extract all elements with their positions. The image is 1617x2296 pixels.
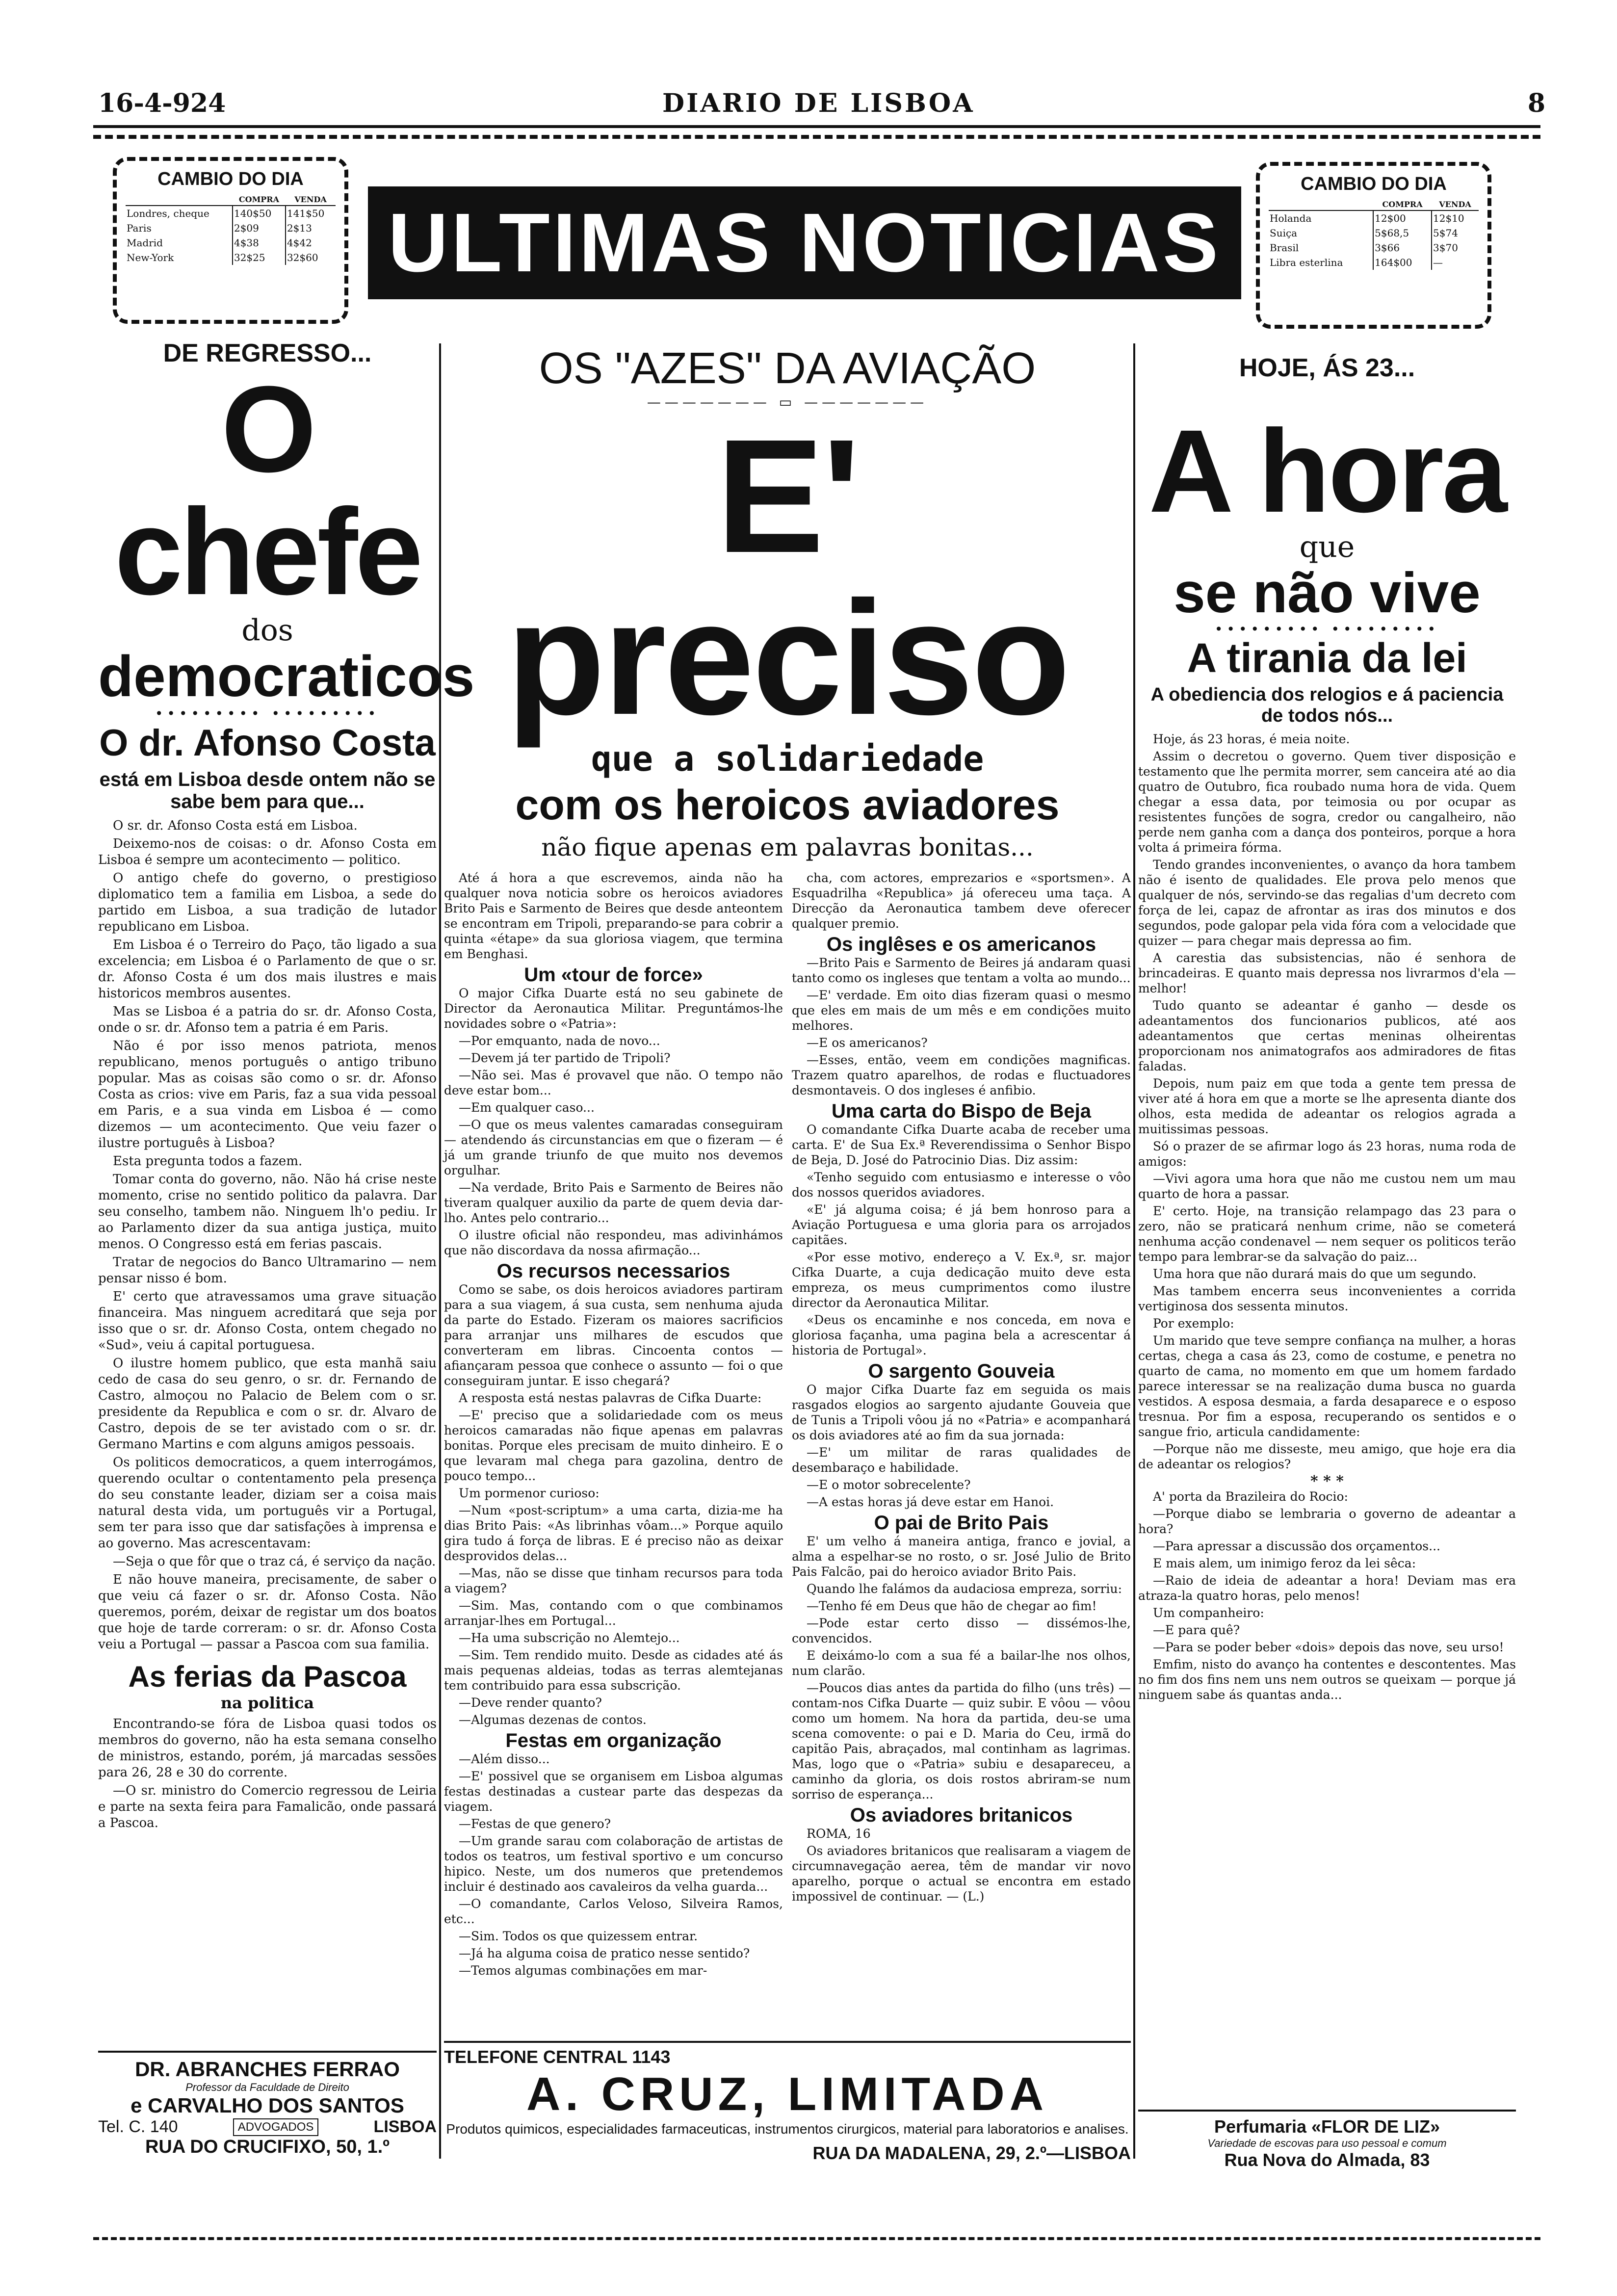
paragraph: Só o prazer de se afirmar logo ás 23 horas, numa roda de amigos: <box>1138 1139 1516 1169</box>
paragraph: —Sim. Tem rendido muito. Desde as cidades até ás mais pequenas aldeias, todas as terras alemtejanas tem contribuido para essa subscrição. <box>444 1648 783 1693</box>
col-header: COMPRA <box>1373 199 1432 210</box>
paragraph: Os aviadores britanicos que realisaram a viagem de circumnavegação aerea, têm de mandar vir novo aparelho, porque o actual se encontra em estado impossivel de continuar. — (L.) <box>792 1844 1131 1904</box>
right-headline: A hora <box>1148 405 1506 537</box>
paragraph: Em Lisboa é o Terreiro do Paço, tão ligado a sua excelencia; em Lisboa é o Parlamento de que o sr. dr. Afonso Costa é um dos mais ilustres e mais historicos membros ausentes. <box>98 938 437 1001</box>
right-deck: A obediencia dos relogios e á paciencia de todos nós... <box>1150 684 1504 726</box>
paragraph: «Tenho seguido com entusiasmo e interesse o vôo dos nossos queridos aviadores. <box>792 1170 1131 1200</box>
paragraph: —Esses, então, veem em condições magnificas. Trazem quatro aparelhos, de rodas e fluctuadores desmontaveis. O dos ingleses é anfibio. <box>792 1053 1131 1097</box>
paragraph: —O sr. ministro do Comercio regressou de Leiria e parte na sexta feira para Famalicão, onde passará a Pascoa. <box>98 1783 437 1830</box>
ad-description: Produtos quimicos, especialidades farmaceuticas, instrumentos cirurgicos, material para laboratorios e analises. <box>446 2121 1129 2137</box>
table-row: Libra esterlina 164$00 — <box>1269 255 1479 270</box>
paragraph: Esta pregunta todos a fazem. <box>113 1154 303 1169</box>
middle-subhead: que a solidariedade <box>591 739 984 779</box>
left-article <box>98 339 475 1833</box>
right-subheadline: A tirania da lei <box>1187 635 1467 681</box>
paragraph: «Por esse motivo, endereço a V. Ex.ª, sr. major Cifka Duarte, a cuja dedicação muito deve esta empreza, os meus cumprimentos como ilustre director da Aeronautica Militar. <box>792 1250 1131 1310</box>
paragraph: Mas tambem encerra seus inconvenientes a corrida vertiginosa dos sessenta minutos. <box>1138 1284 1516 1313</box>
paragraph: —Devem já ter partido de Tripoli? <box>459 1051 671 1065</box>
exchange-box-right <box>1256 162 1491 329</box>
paragraph: cha, com actores, emprezarios e «sportsmen». A Esquadrilha «Republica» já ofereceu uma taça. A Direcção da Aeronautica tambem deve oferecer qualquer premio. <box>792 871 1131 931</box>
section-heading: Os aviadores britanicos <box>850 1804 1073 1826</box>
separator: ••••••••• ••••••••• <box>155 705 380 722</box>
separator: ••••••••• ••••••••• <box>1214 621 1440 637</box>
paragraph: —E' um militar de raras qualidades de desembaraço e habilidade. <box>792 1445 1131 1475</box>
right-kicker: HOJE, ÁS 23... <box>1239 354 1415 382</box>
right-body <box>1138 731 1516 1702</box>
paragraph: Mas se Lisboa é a patria do sr. dr. Afonso Costa, onde o sr. dr. Afonso tem a patria é em Paris. <box>98 1004 437 1035</box>
ad-city: LISBOA <box>373 2117 437 2136</box>
paragraph: Quando lhe falámos da audaciosa empreza, sorriu: <box>807 1582 1122 1596</box>
left-subheadline: O dr. Afonso Costa <box>99 722 436 764</box>
paragraph: Um pormenor curioso: <box>459 1486 600 1500</box>
ad-description: Variedade de escovas para uso pessoal e comum <box>1207 2137 1447 2149</box>
paragraph: —Para se poder beber «dois» depois das nove, seu urso! <box>1153 1640 1504 1654</box>
section-heading: Os inglêses e os americanos <box>826 934 1096 955</box>
table-row: Holanda 12$00 12$10 <box>1269 210 1479 226</box>
col-header: COMPRA <box>233 194 286 206</box>
paragraph: —Pode estar certo disso — dissémos-lhe, convencidos. <box>792 1616 1131 1645</box>
paragraph: Tudo quanto se adeantar é ganho — desde os adeantamentos dos funcionarios publicos, até aos adeantamentos que certas meninas olheirentas proporcionam nos animatografos aos admiradores de fitas faladas. <box>1138 998 1516 1073</box>
advert-perfumaria <box>1138 2110 1516 2170</box>
paragraph: Um companheiro: <box>1153 1606 1264 1620</box>
section-heading: Um «tour de force» <box>524 964 703 986</box>
paragraph: —Deve render quanto? <box>459 1696 602 1710</box>
footer-rule <box>93 2237 1540 2240</box>
right-headline-mid: que <box>1299 530 1355 564</box>
section-heading: Os recursos necessarios <box>496 1260 730 1282</box>
paragraph: —Festas de que genero? <box>459 1817 611 1831</box>
issue-date: 16-4-924 <box>98 88 226 118</box>
left-headline-bottom: democraticos <box>98 644 475 709</box>
paragraph: —Não sei. Mas é provavel que não. O tempo não deve estar bom... <box>444 1068 783 1097</box>
section-heading: O sargento Gouveia <box>868 1360 1055 1382</box>
paragraph: Os politicos democraticos, a quem interrogámos, querendo ocultar o contentamento pela presença do seu constante leader, diziam ser a coisa mais natural desta vida, um português vir a Portugal, sem ter para isso que dar satisfações à imprensa e ao governo. Mas acrescentavam: <box>98 1455 437 1551</box>
paragraph: —E' possivel que se organisem em Lisboa algumas festas destinadas a custear parte das despezas da viagem. <box>444 1769 783 1814</box>
exchange-title: CAMBIO DO DIA <box>157 169 304 189</box>
ad-name: Perfumaria «FLOR DE LIZ» <box>1214 2116 1440 2137</box>
ad-line <box>98 2117 437 2137</box>
paragraph: —Sim. Todos os que quizessem entrar. <box>459 1929 698 1943</box>
paragraph: Uma hora que não durará mais do que um segundo. <box>1153 1267 1477 1281</box>
table-row: Madrid 4$38 4$42 <box>126 235 336 250</box>
paragraph: Encontrando-se fóra de Lisboa quasi todos os membros do governo, não ha esta semana conselho de ministros, estando, porém, já marcadas sessões para 26, 28 e 30 do corrente. <box>98 1717 437 1780</box>
paragraph: —Mas, não se disse que tinham recursos para toda a viagem? <box>444 1566 783 1595</box>
paragraph: E não houve maneira, precisamente, de saber o que veiu cá fazer o sr. dr. Afonso Costa. Não queremos, porém, deixar de registar um dos boatos que hoje de tarde correram: o sr. dr. Afonso Costa veiu a Portugal — passar a Pascoa com sua familia. <box>98 1572 437 1652</box>
middle-kicker: OS "AZES" DA AVIAÇÃO <box>539 344 1036 393</box>
exchange-table <box>1269 199 1479 270</box>
table-row: Londres, cheque 140$50 141$50 <box>126 206 336 221</box>
paragraph: Não é por isso menos patriota, menos republicano, menos português o antigo tribuno popular. Mas as coisas são como o sr. dr. Afonso Costa as crios: vive em Paris, faz a sua vida pessoal em Paris, e a sua vinda em Lisboa é — como dizemos — um acontecimento. Que veiu fazer o ilustre português à Lisboa? <box>98 1039 437 1150</box>
paragraph: —Poucos dias antes da partida do filho (uns três) — contam-nos Cifka Duarte — quiz subir. E vôou — vôou como um homem. Na hora da partida, deu-se uma scena comovente: o pai e D. Maria do Ceu, irmã do capitão Pais, abraçados, mal continham as lagrimas. Mas, logo que o «Patria» subiu e desapareceu, a caminho da gloria, os dois rostos abriram-se num sorriso de esperança... <box>792 1681 1131 1801</box>
col-header: VENDA <box>286 194 336 206</box>
paragraph: A' porta da Brazileira do Rocio: <box>1153 1489 1348 1504</box>
paragraph: Até á hora a que escrevemos, ainda não ha qualquer nova noticia sobre os heroicos aviadores Brito Pais e Sarmento de Beires que desde anteontem se encontram em Tripoli, preparando-se para cobrir a quinta «étape» da sua gloriosa viagem, que termina em Benghasi. <box>444 871 783 961</box>
ferias-title: As ferias da Pascoa <box>128 1660 407 1693</box>
paragraph: E mais alem, um inimigo feroz da lei sêca: <box>1153 1556 1416 1570</box>
paragraph: —Tenho fé em Deus que hão de chegar ao fim! <box>807 1599 1097 1613</box>
paragraph: —E para quê? <box>1153 1623 1240 1637</box>
paragraph: —Brito Pais e Sarmento de Beires já andaram quasi tanto como os ingleses que tentam a volta ao mundo... <box>792 956 1131 985</box>
exchange-box-left <box>113 157 348 324</box>
middle-body <box>444 870 1131 1980</box>
table-row: Suiça 5$68,5 5$74 <box>1269 226 1479 240</box>
paragraph: —Um grande sarau com colaboração de artistas de todos os teatros, um festival sportivo e um concurso hipico. Neste, um dos numeros que pretendemos incluir é destinado aos cavaleiros da velha guarda... <box>444 1834 783 1894</box>
paragraph: Hoje, ás 23 horas, é meia noite. <box>1153 732 1350 746</box>
section-heading: Festas em organização <box>505 1730 722 1751</box>
paragraph: Assim o decretou o governo. Quem tiver disposição e testamento que lhe permita morrer, sem canceira até ao dia quatro de Outubro, fica roubado numa hora de vida. Quem chegar a essa data, por teimosia ou por ocupar as resistentes funções de sogra, credor ou cangalheiro, não perde nem ganha com a dança dos ponteiros, porque a hora volta á primeira fórma. <box>1138 749 1516 855</box>
ad-tag: ADVOGADOS <box>233 2118 319 2136</box>
left-body <box>98 818 437 1653</box>
paragraph: «E' já alguma coisa; é já bem honroso para a Aviação Portuguesa e uma gloria para os arrojados capitães. <box>792 1202 1131 1247</box>
paragraph: —A estas horas já deve estar em Hanoi. <box>807 1495 1054 1509</box>
middle-article <box>444 343 1131 1980</box>
paragraph: O major Cifka Duarte faz em seguida os mais rasgados elogios ao sargento ajudante Gouveia que de Tunis a Tripoli vôou já no «Patria» e acompanhará os dois aviadores até ao fim da sua jornada: <box>792 1383 1131 1442</box>
paragraph: O comandante Cifka Duarte acaba de receber uma carta. E' de Sua Ex.ª Reverendissima o Senhor Bispo de Beja, D. José do Patrocinio Dias. Diz assim: <box>792 1122 1131 1167</box>
paragraph: —O comandante, Carlos Veloso, Silveira Ramos, etc... <box>444 1897 783 1926</box>
page-number: 8 <box>1527 88 1545 118</box>
separator: ——————— ▭ ——————— <box>647 394 928 410</box>
paragraph: E' certo. Hoje, na transição relampago das 23 para o zero, não se praticará nenhum crime, não se cometerá nenhuma acção condenavel — nem sequer os politicos terão tempo para lembrar-se da salvação do paiz... <box>1138 1204 1516 1264</box>
paragraph: —Em qualquer caso... <box>459 1100 595 1115</box>
paragraph: —Por emquanto, nada de novo... <box>459 1034 660 1048</box>
paragraph: —Porque não me disseste, meu amigo, que hoje era dia de adeantar os relogios? <box>1138 1442 1516 1471</box>
middle-subhead-2: com os heroicos aviadores <box>515 782 1060 829</box>
paragraph: —Porque diabo se lembraria o governo de adeantar a hora? <box>1138 1507 1516 1536</box>
paragraph: —Temos algumas combinações em mar- <box>459 1963 707 1978</box>
paragraph: —Na verdade, Brito Pais e Sarmento de Beires não tiveram qualquer auxilio da parte de quem devia dar-lho. Antes pelo contrario... <box>444 1180 783 1225</box>
paragraph: O sr. dr. Afonso Costa está em Lisboa. <box>113 818 358 833</box>
paragraph: E deixámo-lo com a sua fé a bailar-lhe nos olhos, num clarão. <box>792 1648 1131 1678</box>
paragraph: Emfim, nisto do avanço ha contentes e descontentes. Mas no fim dos fins nem uns nem outros se queixam — porque já ninguem sabe ás quantas anda... <box>1138 1657 1516 1702</box>
left-deck: está em Lisboa desde ontem não se sabe bem para que... <box>99 769 436 812</box>
paragraph: O antigo chefe do governo, o prestigioso diplomatico tem a familia em Lisboa, a sede do partido em Lisboa, a sua tradição de lutador republicano em Lisboa. <box>98 871 437 934</box>
left-headline: O chefe <box>114 361 420 620</box>
advert-cruz <box>444 2041 1131 2164</box>
paragraph: —E os americanos? <box>807 1036 928 1050</box>
ad-name: DR. ABRANCHES FERRAO <box>135 2058 400 2081</box>
advert-lawyers <box>98 2051 437 2158</box>
ad-name: A. CRUZ, LIMITADA <box>526 2068 1049 2120</box>
paragraph: O ilustre oficial não respondeu, mas adivinhámos que não discordava da nossa afirmação... <box>444 1228 783 1257</box>
paragraph: —Sim. Mas, contando com o que combinamos arranjar-lhes em Portugal... <box>444 1598 783 1628</box>
right-headline-bottom: se não vive <box>1174 561 1481 625</box>
table-row: Brasil 3$66 3$70 <box>1269 240 1479 255</box>
paragraph: —E' verdade. Em oito dias fizeram quasi o mesmo que eles em mais de um mês e em condições muito melhores. <box>792 988 1131 1033</box>
ad-address: RUA DO CRUCIFIXO, 50, 1.º <box>145 2137 390 2157</box>
ad-address: RUA DA MADALENA, 29, 2.º—LISBOA <box>812 2143 1131 2163</box>
exchange-table <box>126 194 336 265</box>
left-kicker: DE REGRESSO... <box>163 339 372 367</box>
paragraph: —Para apressar a discussão dos orçamentos... <box>1153 1539 1440 1553</box>
table-row: New-York 32$25 32$60 <box>126 250 336 265</box>
paragraph: Tratar de negocios do Banco Ultramarino — nem pensar nisso é bom. <box>98 1255 437 1286</box>
paragraph: E' um velho á maneira antiga, franco e jovial, a alma a espelhar-se no rosto, o sr. José Julio de Brito Pais Falcão, pai do heroico aviador Brito Pais. <box>792 1534 1131 1579</box>
ferias-body <box>98 1716 437 1831</box>
paragraph: —Num «post-scriptum» a uma carta, dizia-me ha dias Brito Pais: «As librinhas vôam...» Porque aquilo gira tudo á força de libras. E é preciso não as deixar desprovidos delas... <box>444 1503 783 1563</box>
right-article <box>1138 353 1516 1704</box>
middle-col-a <box>444 870 783 1980</box>
paragraph: Por exemplo: <box>1153 1316 1234 1331</box>
paragraph: —Raio de ideia de adeantar a hora! Deviam mas era atraza-la quatro horas, pelo menos! <box>1138 1573 1516 1603</box>
middle-subhead-3: não fique apenas em palavras bonitas... <box>541 833 1034 861</box>
banner-headline: ULTIMAS NOTICIAS <box>368 186 1241 299</box>
paragraph: E' certo que atravessamos uma grave situação financeira. Mas ninguem acreditará que seja por isso que o sr. dr. Afonso Costa, ontem chegado no «Sud», veiu á capital portuguesa. <box>98 1289 437 1353</box>
paragraph: —Algumas dezenas de contos. <box>459 1713 647 1727</box>
paragraph: ROMA, 16 <box>807 1826 871 1841</box>
section-heading: Uma carta do Bispo de Beja <box>831 1100 1092 1122</box>
ad-name: e CARVALHO DOS SANTOS <box>130 2094 404 2117</box>
header-rule <box>93 125 1540 128</box>
column-divider <box>1133 343 1135 2159</box>
paragraph: —Vivi agora uma hora que não me custou nem um mau quarto de hora a passar. <box>1138 1172 1516 1201</box>
paragraph: Tomar conta do governo, não. Não há crise neste momento, crise no sentido politico da palavra. Dar seu conselho, tambem não. Ninguem lh'o pediu. Ir ao Parlamento dizer da sua antiga justiça, muito menos. O Congresso está em ferias pascais. <box>98 1172 437 1252</box>
exchange-title: CAMBIO DO DIA <box>1301 174 1447 194</box>
header-dashed-rule <box>93 135 1540 139</box>
middle-col-b <box>792 870 1131 1980</box>
paragraph: Depois, num paiz em que toda a gente tem pressa de viver até á hora em que a morte se lhe apresenta diante dos olhos, esta medida de adeantar os relogios agrada a muitissimas pessoas. <box>1138 1076 1516 1136</box>
ad-address: Rua Nova do Almada, 83 <box>1224 2150 1430 2170</box>
paragraph: —Já ha alguma coisa de pratico nesse sentido? <box>459 1946 750 1960</box>
section-heading: O pai de Brito Pais <box>874 1512 1049 1534</box>
paragraph: A carestia das subsistencias, não é senhora de brincadeiras. E quanto mais depressa nos livrarmos d'ela — melhor! <box>1138 951 1516 995</box>
paragraph: —E' preciso que a solidariedade com os meus heroicos camaradas não fique apenas em palavras bonitas. Porque eles precisam de muito dinheiro. E o que levaram mal chega para gazolina, dentro de pouco tempo... <box>444 1408 783 1483</box>
table-row: Paris 2$09 2$13 <box>126 221 336 235</box>
paragraph: Como se sabe, os dois heroicos aviadores partiram para a sua viagem, á sua custa, sem nenhuma ajuda da parte do Estado. Fizeram os maiores sacrificios para arranjar uns milhares de escudos que converteram em libras. Cincoenta contos — afiançaram pessoa que conhece o assunto — foi o que conseguiram juntar. E isso chegará? <box>444 1282 783 1388</box>
ad-role: Professor da Faculdade de Direito <box>185 2081 349 2093</box>
paragraph: O ilustre homem publico, que esta manhã saiu cedo de casa do seu genro, o sr. dr. Fernando de Castro, almoçou no Palacio de Belem com o sr. presidente da Republica e com o sr. dr. Alvaro de Castro, depois de se ter avistado com o sr. dr. Germano Martins e com alguns amigos pessoais. <box>98 1356 437 1452</box>
column-divider <box>439 343 441 2159</box>
ad-phone: Tel. C. 140 <box>98 2117 178 2136</box>
ferias-subtitle: na politica <box>220 1694 314 1712</box>
paragraph: —O que os meus valentes camaradas conseguiram — atendendo ás circunstancias em que o fizeram — é já um grande triunfo de que muito nos devemos orgulhar. <box>444 1118 783 1177</box>
ad-phone: TELEFONE CENTRAL 1143 <box>444 2047 671 2067</box>
paragraph: «Deus os encaminhe e nos conceda, em nova e gloriosa façanha, uma pagina bela a acrescentar á historia de Portugal». <box>792 1313 1131 1357</box>
paragraph: Tendo grandes inconvenientes, o avanço da hora tambem não é isento de qualidades. Ele prova pelo menos que qualquer de nós, servindo-se das regalias d'um decreto com força de lei, capaz de afrontar as iras dos minutos e dos segundos, pode galopar pela vida fóra com a velocidade que quizer — para chegar mais depressa ao fim. <box>1138 858 1516 948</box>
star-separator: * * * <box>1310 1473 1344 1490</box>
paragraph: Um marido que teve sempre confiança na mulher, a horas certas, chega a casa ás 23, como de costume, e penetra no quarto de cama, no momento em que um homem fardado parece interessar se na realização duma busca no guarda vestidos. A esposa desmaia, a farda desaparece e o esposo tresnua. Por fim a esposa, recuperando os sentidos e o sangue frio, articula candidamente: <box>1138 1333 1516 1439</box>
left-headline-mid: dos <box>241 613 293 648</box>
paragraph: —Seja o que fôr que o traz cá, é serviço da nação. <box>113 1554 436 1569</box>
paragraph: —Ha uma subscrição no Alemtejo... <box>459 1631 680 1645</box>
middle-headline: E' preciso <box>506 405 1069 748</box>
paragraph: O major Cifka Duarte está no seu gabinete de Director da Aeronautica Militar. Preguntámos-lhe novidades sobre o «Patria»: <box>444 986 783 1031</box>
paragraph: —E o motor sobrecelente? <box>807 1478 971 1492</box>
newspaper-title: DIARIO DE LISBOA <box>662 88 975 118</box>
col-header: VENDA <box>1432 199 1479 210</box>
paragraph: Deixemo-nos de coisas: o dr. Afonso Costa em Lisboa é sempre um acontecimento — politico. <box>98 836 437 867</box>
paragraph: —Além disso... <box>459 1752 550 1766</box>
paragraph: A resposta está nestas palavras de Cifka Duarte: <box>459 1391 762 1405</box>
